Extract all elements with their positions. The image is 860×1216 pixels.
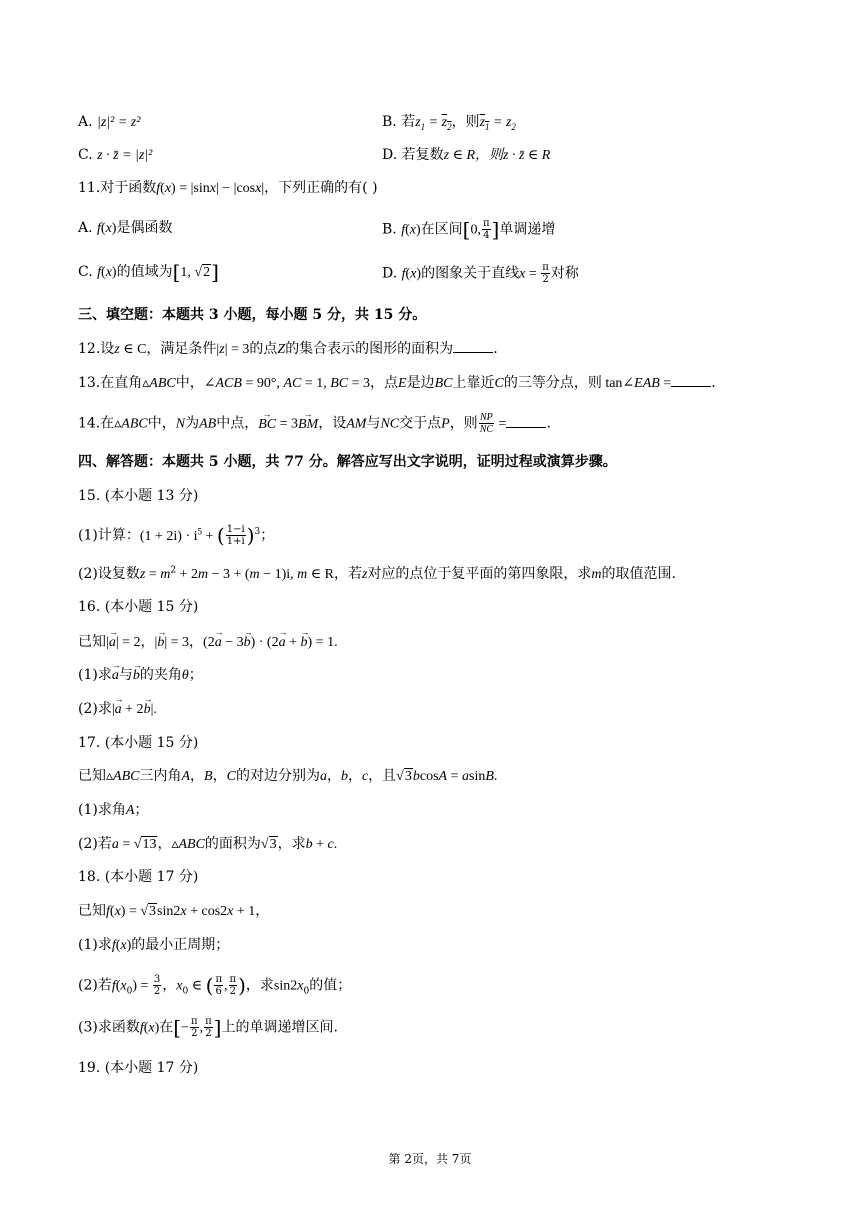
q16-header: 16. (本小题 15 分) (78, 599, 199, 615)
q11-option-b: B. f(x)在区间[0, $\frac{\pi}{4}$ ]单调递增 (382, 217, 556, 242)
q16-part1: (1)求→ a与→ b的夹角θ； (78, 665, 203, 686)
q11-option-c: C. f(x)的值域为[1, √2] (78, 260, 219, 284)
q15-part2: (2)设复数$z = m^2 + 2m - 3 + (m - 1)i$, m ∈ R，若z对应的点位于复平面的第四象限，求m的取值范围. (78, 565, 676, 582)
q10-option-b: B. 若$z_1 = z_2$，则$z_1 = z_2$ (382, 114, 516, 132)
q18-header: 18. (本小题 17 分) (78, 869, 199, 885)
q10-option-d: D. 若复数z ∈ R，则z · z̄ ∈ R (382, 147, 551, 163)
q11-option-d: D. f(x)的图象关于直线x = $\frac{\pi}{2}$ 对称 (382, 262, 579, 285)
q17-given: 已知▵ABC三内角A，B，C的对边分别为a，b，c，且√3bcosA = asinB. (78, 768, 498, 784)
q15-part1: (1)计算：$(1 + 2i) \cdot i^5$ + ( $\frac{1-i}{1+i}$ )$^3$； (78, 523, 275, 548)
q17-header: 17. (本小题 15 分) (78, 735, 199, 751)
q18-part1: (1)求f(x)的最小正周期； (78, 937, 230, 953)
q15-header: 15. (本小题 13 分) (78, 488, 199, 504)
q10-option-c: C. z · z̄ = |z|² (78, 147, 153, 163)
section-3-title: 三、填空题：本题共 3 小题，每小题 5 分，共 15 分。 (78, 307, 427, 323)
q16-part2: (2)求|→ a + 2→ b|. (78, 699, 157, 720)
q13: 13.在直角▵ABC中，∠ACB = 90°, AC = 1, BC = 3，点E是边BC上靠近C的三等分点，则 tan∠EAB = . (78, 372, 716, 394)
q16-given: 已知|→ a| = 2，|→ b| = 3，(2→ a − 3→ b) · (2→ a + → b) = 1. (78, 632, 338, 653)
q12: 12.设z ∈ C，满足条件|z| = 3的点Z的集合表示的图形的面积为 . (78, 338, 498, 360)
q11-stem: 11.对于函数f(x) = |sinx| − |cosx|，下列正确的有( ) (78, 180, 378, 196)
q18-part3: (3)求函数f(x)在[− $\frac{\pi}{2}$ , $\frac{\pi}{2}$ ]上的单调递增区间. (78, 1015, 338, 1040)
q17-part2: (2)若a = √13，▵ABC的面积为√3，求b + c. (78, 836, 338, 852)
q18-part2: (2)若$f(x_0)$ = $\frac{3}{2}$ ，$x_0$ ∈ ( $\frac{\pi}{6}$ , $\frac{\pi}{2}$ )，求$\sin 2x_0$的值； (78, 973, 352, 998)
q11-option-a: A. f(x)是偶函数 (78, 220, 173, 236)
q17-part1: (1)求角A； (78, 802, 149, 818)
q18-given: 已知f(x) = √3sin2x + cos2x + 1， (78, 903, 270, 919)
q19-header: 19. (本小题 17 分) (78, 1060, 199, 1076)
q10-option-a: A. |z|² = z² (78, 114, 141, 130)
page-footer: 第 2页，共 7页 (388, 1152, 472, 1166)
q14: 14.在▵ABC中，N为AB中点，→ BC = 3→ BM，设AM与NC交于点P，则 $\frac{NP}{NC}$ = . (78, 412, 551, 435)
section-4-title: 四、解答题：本题共 5 小题，共 77 分。解答应写出文字说明，证明过程或演算步骤。 (78, 454, 617, 470)
